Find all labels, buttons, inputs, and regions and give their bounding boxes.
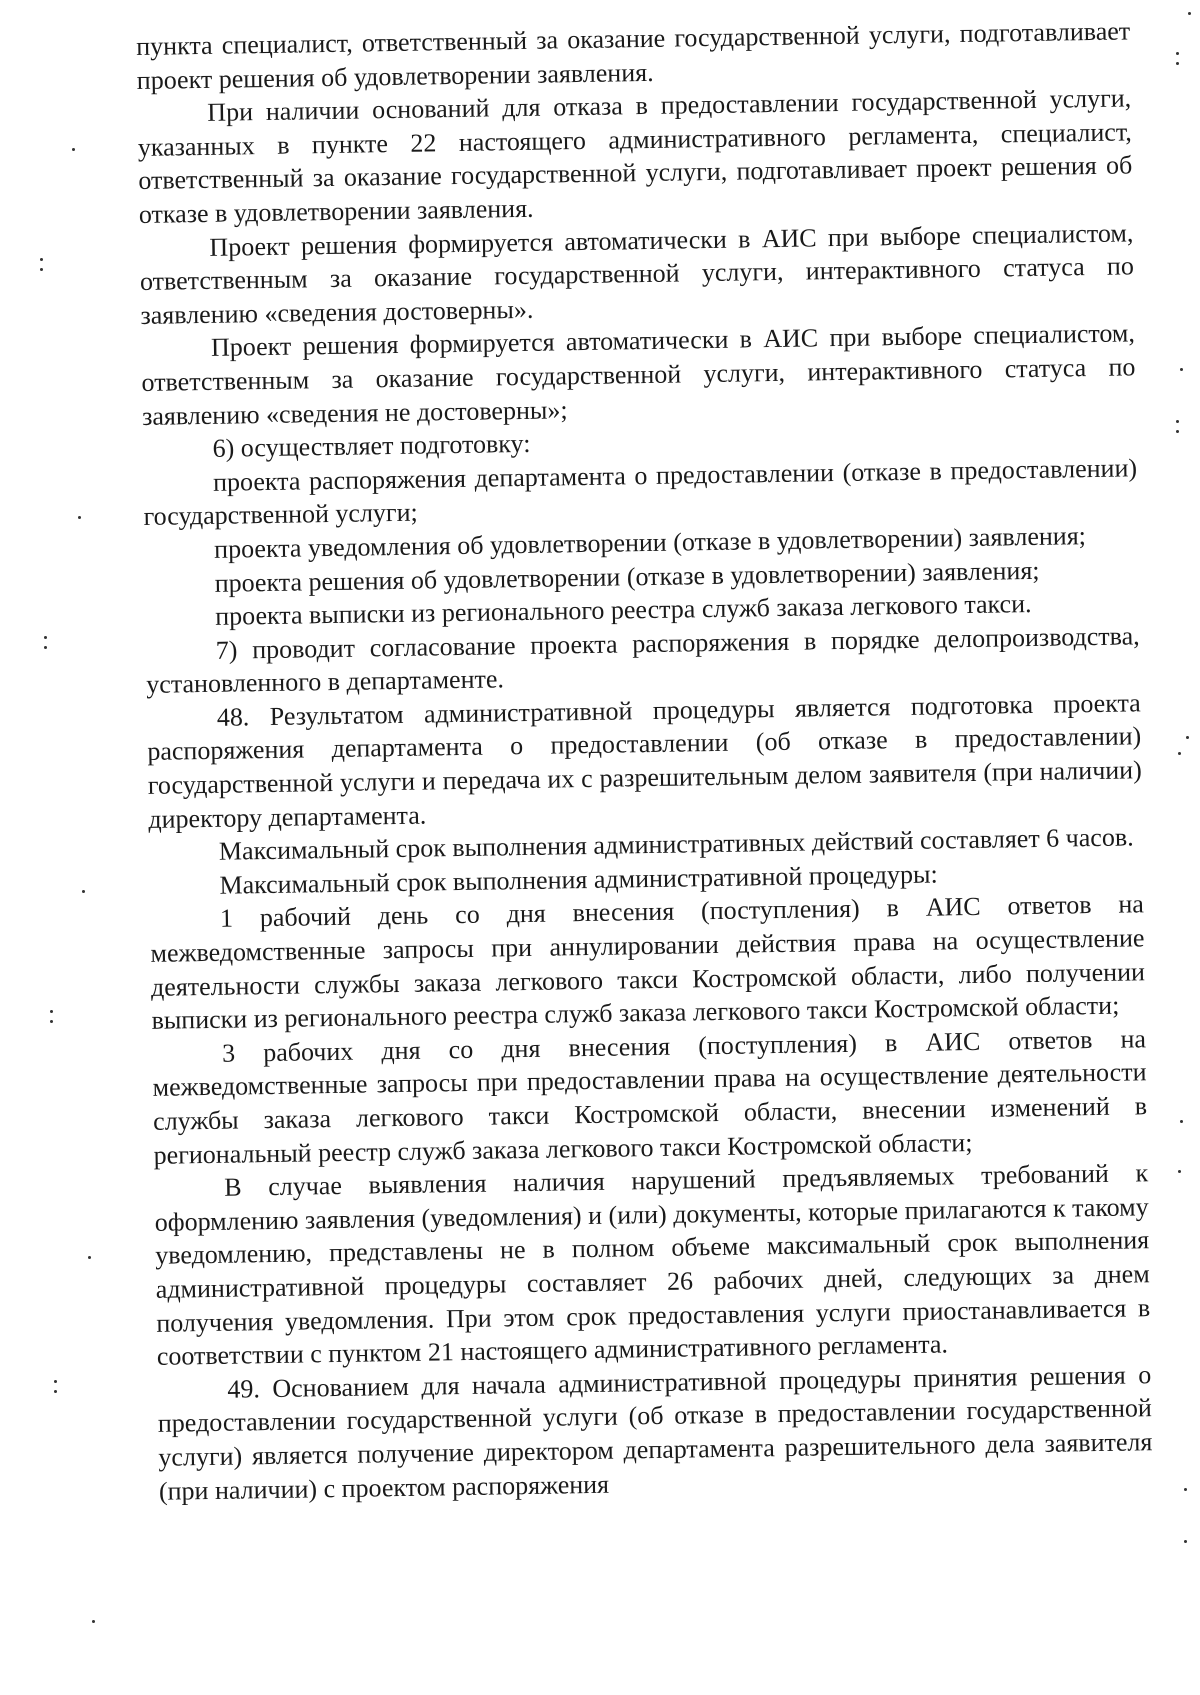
scan-speck <box>1176 420 1179 423</box>
scan-speck <box>44 636 47 639</box>
paragraph-term-3-days: 3 рабочих дня со дня внесения (поступления) в АИС ответов на межведомственные запросы при предоставлении права на осуществление деятельности службы заказа легкового такси Костромской области, внесении изменений в региональный реестр служб заказа легкового такси Костромской области; <box>152 1024 1148 1170</box>
scan-speck <box>1178 1170 1181 1173</box>
paragraph-auto-decision-reliable: Проект решения формируется автоматически в АИС при выборе специалистом, ответственным за оказание государственной услуги, интерактивного статуса по заявлению «сведения достоверны». <box>139 217 1135 330</box>
scan-speck <box>54 1390 57 1393</box>
paragraph-registry-extract-draft: проекта выписки из регионального реестра служб заказа легкового такси. <box>214 589 1032 631</box>
scan-speck <box>1186 736 1189 739</box>
scan-speck <box>50 1010 53 1013</box>
paragraph-continuation: пункта специалист, ответственный за оказание государственной услуги, подготавливает проект решения об удовлетворении заявления. <box>136 16 1131 95</box>
scan-speck <box>72 148 75 151</box>
paragraph-term-1-day: 1 рабочий день со дня внесения (поступления) в АИС ответов на межведомственные запросы при аннулировании действия права на осуществление деятельности службы заказа легкового такси Костромской области, либо получении выписки из регионального реестра служб заказа легкового такси Костромской области; <box>150 889 1146 1036</box>
paragraph-auto-decision-unreliable: Проект решения формируется автоматически в АИС при выборе специалистом, ответственным за оказание государственной услуги, интерактивного статуса по заявлению «сведения не достоверны»; <box>141 318 1136 431</box>
scan-speck <box>1176 52 1179 55</box>
scan-speck <box>1176 430 1179 433</box>
scan-speck <box>1178 752 1181 755</box>
scan-speck <box>1180 1120 1183 1123</box>
scan-speck <box>1184 1540 1187 1543</box>
paragraph-decision-draft: проекта решения об удовлетворении (отказе в удовлетворении) заявления; <box>214 555 1040 598</box>
scan-speck <box>88 1256 91 1259</box>
scan-speck <box>44 646 47 649</box>
scan-speck <box>40 258 43 261</box>
paragraph-max-procedure-term: Максимальный срок выполнения административной процедуры: <box>219 859 938 900</box>
scan-speck <box>78 516 81 519</box>
paragraph-clause-49: 49. Основанием для начала административной процедуры принятия решения о предоставлении государственной услуги (об отказе в предоставлении государственной услуги) является получение директором департамента разрешительного дела заявителя (при наличии) с проектом распоряжения <box>157 1359 1153 1506</box>
paragraph-clause-48: 48. Результатом административной процедуры является подготовка проекта распоряжения департамента о предоставлении (об отказе в предоставлении) государственной услуги и передача их с разрешительным делом заявителя (при наличии) директору департамента. <box>147 688 1142 834</box>
scan-speck <box>40 268 43 271</box>
scan-speck <box>1176 62 1179 65</box>
scan-speck <box>1188 12 1191 15</box>
scan-speck <box>50 1020 53 1023</box>
paragraph-notification-draft: проекта уведомления об удовлетворении (отказе в удовлетворении) заявления; <box>213 521 1087 564</box>
document-body <box>136 14 1153 1508</box>
paragraph-max-actions-term: Максимальный срок выполнения административных действий составляет 6 часов. <box>218 822 1134 867</box>
paragraph-order-draft: проекта распоряжения департамента о предоставлении (отказе в предоставлении) государственной услуги; <box>143 453 1138 532</box>
scan-speck <box>82 890 85 893</box>
scan-speck <box>1184 1488 1187 1491</box>
paragraph-item-6: 6) осуществляет подготовку: <box>212 428 531 463</box>
scan-speck <box>92 1620 95 1623</box>
scan-speck <box>1180 368 1183 371</box>
scan-speck <box>54 1380 57 1383</box>
paragraph-item-7: 7) проводит согласование проекта распоряжения в порядке делопроизводства, установленного в департаменте. <box>146 620 1140 700</box>
paragraph-refusal-grounds: При наличии оснований для отказа в предоставлении государственной услуги, указанных в пункте 22 настоящего административного регламента, специалист, ответственный за оказание государственной услуги, подготавливает проект решения об отказе в удовлетворении заявления. <box>137 83 1133 229</box>
paragraph-violations-case: В случае выявления наличия нарушений предъявляемых требований к оформлению заявления (уведомления) и (или) документы, которые прилагаются к такому уведомлению, представлены не в полном объеме максимальный срок выполнения административной процедуры составляет 26 рабочих дней, следующих за днем получения уведомления. При этом срок предоставления услуги приостанавливается в соответствии с пунктом 21 настоящего административного регламента. <box>154 1158 1151 1371</box>
